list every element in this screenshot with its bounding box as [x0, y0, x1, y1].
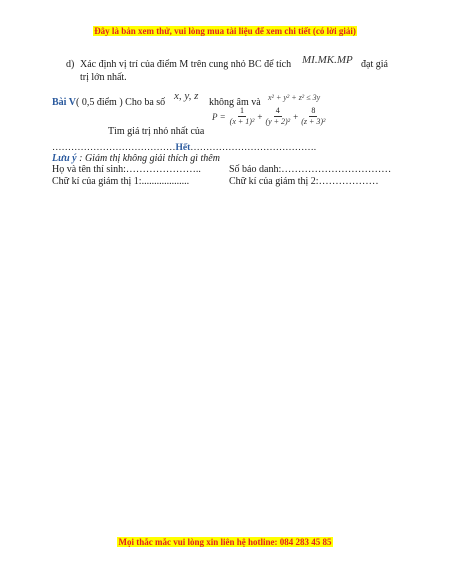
term-2-num: 4 — [275, 106, 280, 115]
bai5-title: Bài V — [52, 97, 76, 108]
bai5-points: ( 0,5 điểm ) Cho ba số — [76, 97, 166, 108]
part-d-tail: đạt giá — [361, 59, 388, 70]
plus-2: + — [293, 111, 299, 122]
term-3 — [300, 106, 326, 127]
part-d-expr: MI.MK.MP — [302, 54, 353, 66]
footer-text: Mọi thắc mắc vui lòng xin liên hệ hotline: 084 283 45 85 — [118, 537, 332, 547]
bai5-mid: không âm và — [209, 97, 261, 108]
part-d-label: d) — [66, 59, 75, 70]
note-text: : Giám thị không giải thích gì thêm — [76, 153, 220, 164]
term-2-den: (y + 2)² — [265, 117, 291, 126]
part-d-line1: Xác định vị trí của điểm M trên cung nhỏ BC để tích — [80, 59, 292, 70]
note-label: Lưu ý — [52, 153, 77, 164]
plus-1: + — [257, 111, 263, 122]
p-formula — [212, 106, 327, 127]
bai5-vars: x, y, z — [174, 90, 199, 102]
bai5-line — [52, 96, 165, 110]
term-1-den: (x + 1)² — [229, 117, 255, 126]
banner-text: Đây là bản xem thử, vui lòng mua tài liệu để xem chi tiết (có lời giải) — [94, 26, 356, 36]
bai5-condition: x² + y² + z² ≤ 3y — [268, 93, 321, 102]
het-dots-left: ………………………………… — [52, 143, 176, 153]
term-3-num: 8 — [311, 106, 316, 115]
hotline-footer — [0, 537, 450, 547]
term-3-den: (z + 3)² — [301, 117, 326, 126]
bai5-find: Tìm giá trị nhỏ nhất của — [108, 126, 205, 137]
term-1 — [229, 106, 256, 127]
het-word: Hết — [175, 143, 191, 153]
het-dots-right: …………………………………. — [190, 143, 317, 153]
candidate-number: Số báo danh:…………………………… — [229, 164, 392, 175]
term-2 — [264, 106, 291, 127]
preview-banner — [0, 26, 450, 36]
p-symbol: P = — [212, 111, 226, 122]
supervisor-2-signature: Chữ kí của giám thị 2:……………… — [229, 176, 379, 187]
supervisor-1-signature: Chữ kí của giám thị 1:................... — [52, 176, 190, 187]
term-1-num: 1 — [240, 106, 245, 115]
candidate-name: Họ và tên thí sinh:………………….. — [52, 164, 201, 175]
part-d-line2: trị lớn nhất. — [80, 72, 127, 83]
